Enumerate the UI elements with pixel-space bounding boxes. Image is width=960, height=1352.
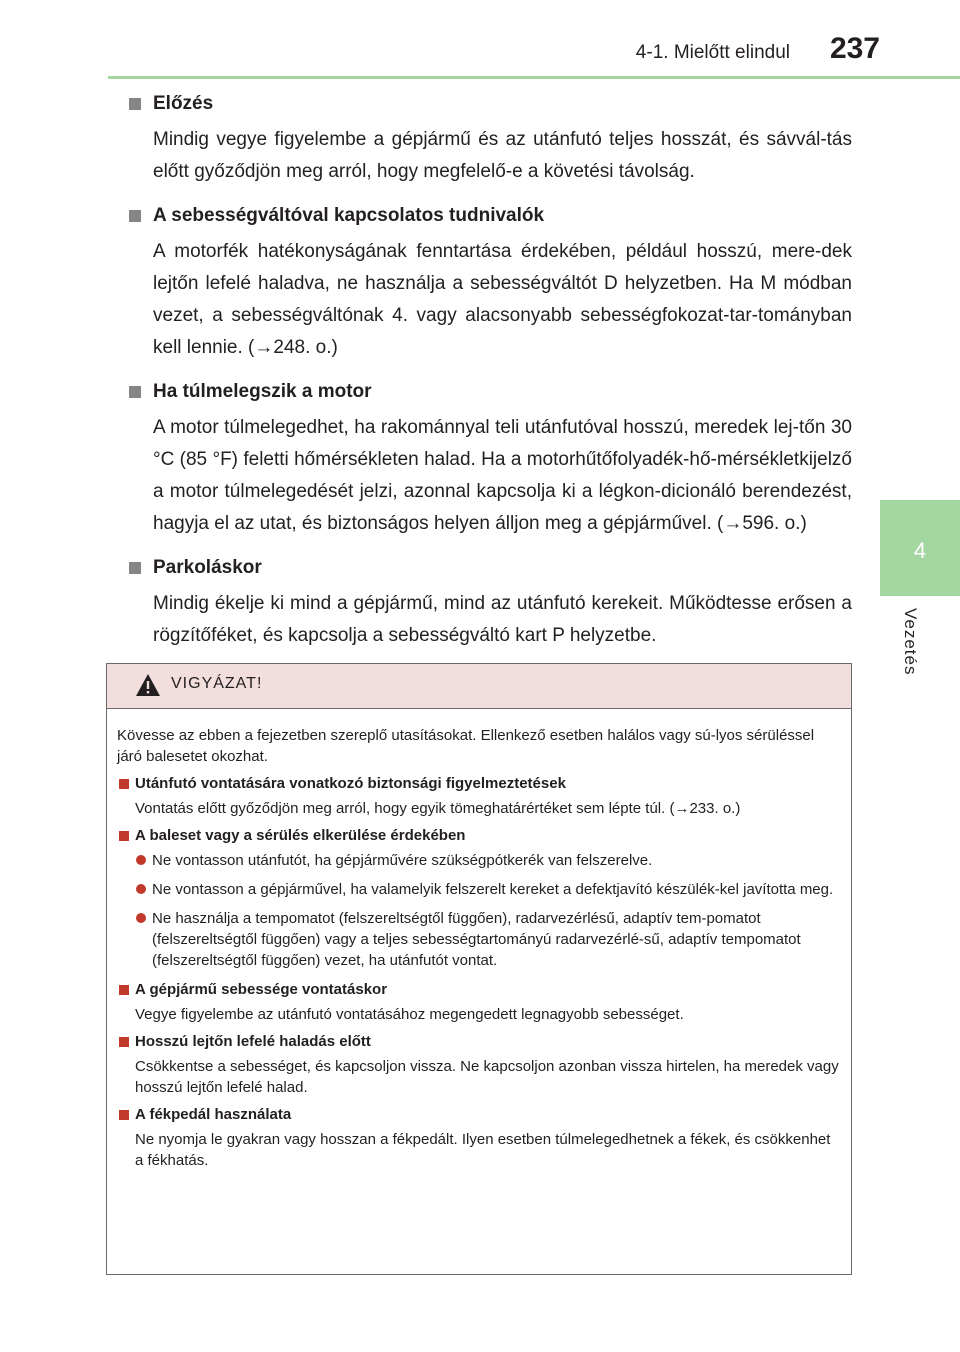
warning-content [107, 709, 851, 1171]
chapter-label: Vezetés [901, 608, 920, 676]
warning-item-title: A gépjármű sebessége vontatáskor [135, 981, 388, 998]
section-title: 4-1. Mielőtt elindul [635, 42, 790, 63]
warning-item-title: A fékpedál használata [135, 1106, 292, 1123]
warning-item-title: Hosszú lejtőn lefelé haladás előtt [135, 1033, 371, 1050]
warning-bullet [117, 879, 841, 900]
page-header [0, 0, 960, 80]
warning-item [117, 825, 841, 971]
warning-triangle-icon [135, 673, 161, 697]
section-transmission [126, 202, 852, 364]
warning-bullet-text: Ne vontasson a gépjárművel, ha valamelyik felszerelt kereket a defektjavító készülék-kel javította meg. [152, 881, 834, 898]
warning-item-text: Csökkentse a sebességet, és kapcsoljon vissza. Ne kapcsoljon azonban vissza hirtelen, ha meredek vagy hosszú lejtőn lefelé halad. [135, 1058, 839, 1096]
square-bullet-icon [129, 98, 141, 110]
section-text: Mindig vegye figyelembe a gépjármű és az utánfutó teljes hosszát, és sávvál-tás előtt győződjön meg arról, hogy megfelelő-e a követési távolság. [153, 129, 852, 182]
warning-item-title: A baleset vagy a sérülés elkerülése érdekében [135, 827, 466, 844]
warning-item-title: Utánfutó vontatására vonatkozó biztonsági figyelmeztetések [135, 775, 566, 792]
warning-item [117, 773, 841, 819]
section-overtaking [126, 90, 852, 188]
section-text: A motor túlmelegedhet, ha rakománnyal teli utánfutóval hosszú, meredek lej-tőn 30 °C (85 °F) feletti hőmérsékleten halad. Ha a motorhűtőfolyadék-hő-mérsékletkijelző a motor túlmelegedését jelzi, azonnal kapcsolja ki a légkon-dicionáló berendezést, hagyja el az utat, és biztonságos helyen álljon meg a gépjárművel. (→596. o.) [153, 417, 852, 534]
section-text: A motorfék hatékonyságának fenntartása érdekében, például hosszú, mere-dek lejtőn lefelé haladva, ne használja a sebességváltót D helyzetben. Ha M módban vezet, a sebességváltónak 4. vagy alacsonyabb sebességfokozat-tar-tományban kell lennie. (→248. o.) [153, 241, 852, 358]
warning-bullet-text: Ne használja a tempomatot (felszereltségtől függően), radarvezérlésű, adaptív tem-pomatot (felszereltségtől függően) vagy a teljes sebességtartományú radarvezérlé-sű, adaptív tempomatot (felszereltségtől függően) vezet, ha utánfutót vontat. [152, 910, 801, 969]
warning-bullet-text: Ne vontasson utánfutót, ha gépjárművére szükségpótkerék van felszerelve. [152, 852, 653, 869]
chapter-number: 4 [913, 538, 927, 563]
section-heading: Parkoláskor [153, 557, 262, 578]
section-overheating [126, 378, 852, 540]
red-square-bullet-icon [119, 831, 129, 841]
section-parking [126, 554, 852, 652]
red-square-bullet-icon [119, 985, 129, 995]
chapter-tab [880, 500, 960, 596]
warning-item [117, 1031, 841, 1098]
warning-header [107, 664, 851, 709]
warning-intro: Kövesse az ebben a fejezetben szereplő utasításokat. Ellenkező esetben halálos vagy sú-lyos sérüléssel járó balesetet okozhat. [117, 727, 815, 765]
red-dot-bullet-icon [136, 913, 146, 923]
red-square-bullet-icon [119, 1110, 129, 1120]
section-heading: Előzés [153, 93, 214, 114]
warning-item-text: Vontatás előtt győződjön meg arról, hogy egyik tömeghatárértéket sem lépte túl. (→233. o.) [135, 800, 741, 817]
red-square-bullet-icon [119, 1037, 129, 1047]
square-bullet-icon [129, 562, 141, 574]
red-dot-bullet-icon [136, 855, 146, 865]
warning-bullet [117, 908, 841, 971]
section-text: Mindig ékelje ki mind a gépjármű, mind az utánfutó kerekeit. Működtesse erősen a rögzítőféket, és kapcsolja a sebességváltó kart P helyzetbe. [153, 593, 852, 646]
header-divider [108, 76, 960, 79]
section-heading: A sebességváltóval kapcsolatos tudnivalók [153, 205, 545, 226]
warning-item [117, 1104, 841, 1171]
warning-item [117, 979, 841, 1025]
red-square-bullet-icon [119, 779, 129, 789]
warning-title: VIGYÁZAT! [171, 675, 263, 692]
section-heading: Ha túlmelegszik a motor [153, 381, 372, 402]
square-bullet-icon [129, 210, 141, 222]
main-content [126, 90, 852, 666]
red-dot-bullet-icon [136, 884, 146, 894]
warning-item-text: Vegye figyelembe az utánfutó vontatásához megengedett legnagyobb sebességet. [135, 1006, 684, 1023]
page-number: 237 [829, 32, 880, 65]
warning-box [106, 663, 852, 1275]
square-bullet-icon [129, 386, 141, 398]
warning-bullet [117, 850, 841, 871]
warning-item-text: Ne nyomja le gyakran vagy hosszan a fékpedált. Ilyen esetben túlmelegedhetnek a fékek, és csökkenhet a fékhatás. [135, 1131, 831, 1169]
